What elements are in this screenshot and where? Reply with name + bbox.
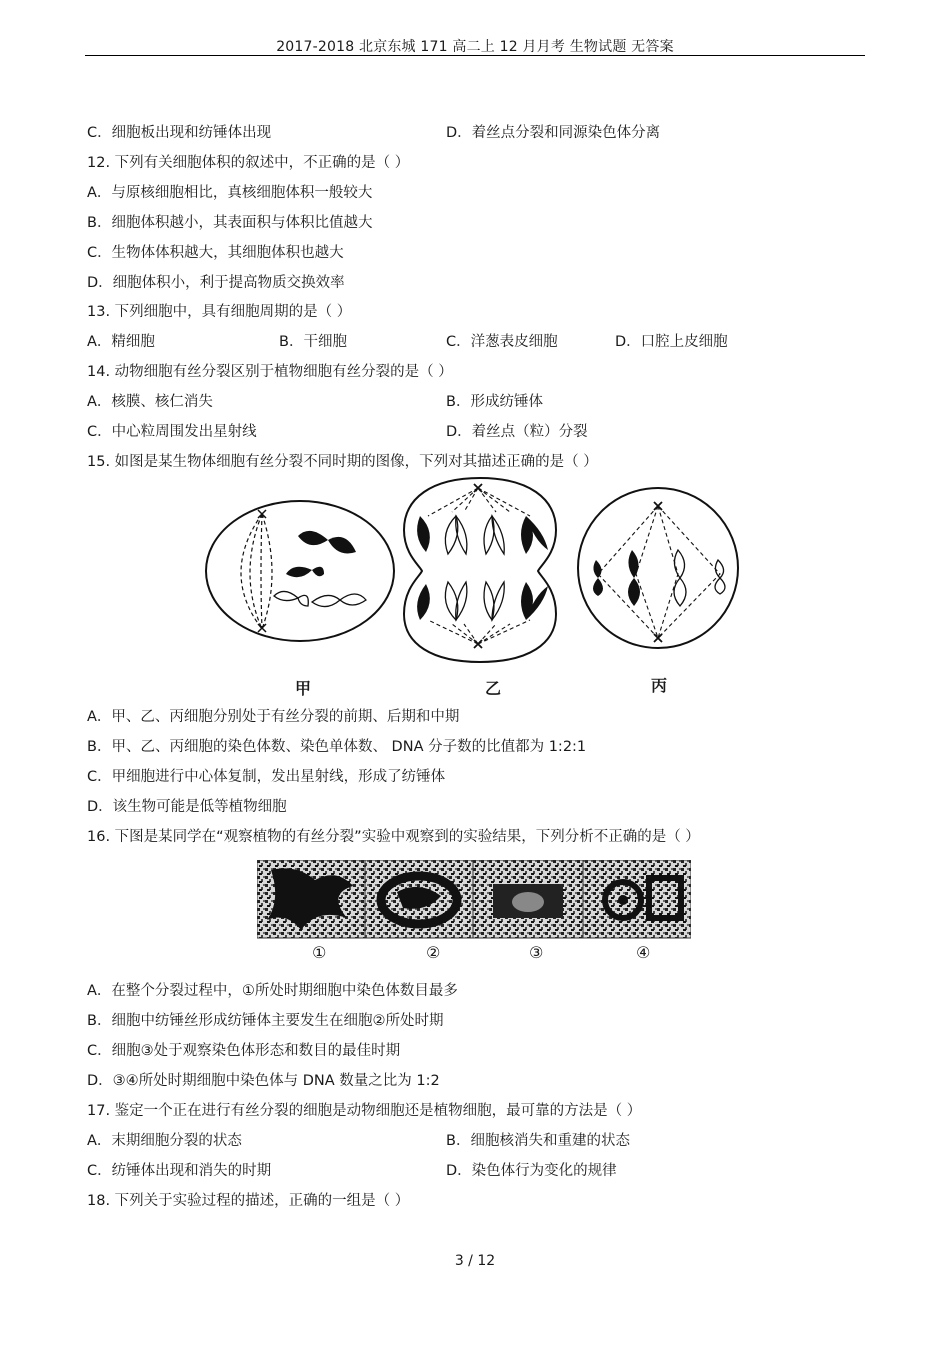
- q13-option-b: B．干细胞: [279, 334, 347, 350]
- photo-label-3: ③: [529, 943, 544, 962]
- photo-4: [583, 860, 691, 938]
- photo-1: [257, 860, 365, 938]
- q16-option-a: A．在整个分裂过程中，①所处时期细胞中染色体数目最多: [87, 983, 458, 999]
- cell-yi: [404, 478, 556, 662]
- q17-stem: 17. 鉴定一个正在进行有丝分裂的细胞是动物细胞还是植物细胞，最可靠的方法是（ ）: [87, 1103, 642, 1119]
- q11-option-c: C．细胞板出现和纺锤体出现: [87, 125, 272, 141]
- photo-3: [473, 860, 583, 938]
- q16-option-b: B．细胞中纺锤丝形成纺锤体主要发生在细胞②所处时期: [87, 1013, 444, 1029]
- q14-option-b: B．形成纺锤体: [446, 394, 543, 410]
- q12-option-b: B．细胞体积越小，其表面积与体积比值越大: [87, 215, 373, 231]
- photo-label-1: ①: [312, 943, 327, 962]
- q17-option-d: D．染色体行为变化的规律: [446, 1163, 617, 1179]
- q12-option-c: C．生物体体积越大，其细胞体积也越大: [87, 245, 344, 261]
- photo-2: [365, 860, 473, 938]
- q15-option-a: A．甲、乙、丙细胞分别处于有丝分裂的前期、后期和中期: [87, 709, 460, 725]
- q13-stem: 13. 下列细胞中，具有细胞周期的是（ ）: [87, 304, 352, 320]
- q14-option-c: C．中心粒周围发出星射线: [87, 424, 257, 440]
- q14-option-a: A．核膜、核仁消失: [87, 394, 213, 410]
- photo-label-2: ②: [426, 943, 441, 962]
- q15-option-b: B．甲、乙、丙细胞的染色体数、染色单体数、 DNA 分子数的比值都为 1:2:1: [87, 739, 587, 755]
- figure-label-jia: 甲: [295, 679, 312, 698]
- q15-stem: 15. 如图是某生物体细胞有丝分裂不同时期的图像，下列对其描述正确的是（ ）: [87, 454, 598, 470]
- q12-stem: 12. 下列有关细胞体积的叙述中，不正确的是（ ）: [87, 155, 410, 171]
- q12-option-a: A．与原核细胞相比，真核细胞体积一般较大: [87, 185, 373, 201]
- figure-label-bing: 丙: [651, 676, 668, 695]
- q14-stem: 14. 动物细胞有丝分裂区别于植物细胞有丝分裂的是（ ）: [87, 364, 453, 380]
- q16-stem: 16. 下图是某同学在“观察植物的有丝分裂”实验中观察到的实验结果，下列分析不正确的是（ ）: [87, 829, 700, 845]
- q13-option-c: C．洋葱表皮细胞: [446, 334, 558, 350]
- page-number: 3 / 12: [454, 1253, 496, 1269]
- cell-bing: [578, 488, 738, 648]
- q15-option-d: D．该生物可能是低等植物细胞: [87, 799, 287, 815]
- header-rule: [85, 55, 865, 56]
- q12-option-d: D．细胞体积小，利于提高物质交换效率: [87, 275, 345, 291]
- q17-option-b: B．细胞核消失和重建的状态: [446, 1133, 630, 1149]
- q15-option-c: C．甲细胞进行中心体复制，发出星射线，形成了纺锤体: [87, 769, 446, 785]
- q14-option-d: D．着丝点（粒）分裂: [446, 424, 588, 440]
- header-title: 2017-2018 北京东城 171 高二上 12 月月考 生物试题 无答案: [276, 39, 674, 55]
- figure-label-yi: 乙: [485, 679, 502, 698]
- q17-option-a: A．末期细胞分裂的状态: [87, 1133, 242, 1149]
- q13-option-a: A．精细胞: [87, 334, 155, 350]
- photo-label-4: ④: [636, 943, 651, 962]
- q13-option-d: D．口腔上皮细胞: [615, 334, 728, 350]
- q18-stem: 18. 下列关于实验过程的描述，正确的一组是（ ）: [87, 1193, 410, 1209]
- microscope-photos: [257, 860, 691, 940]
- q17-option-c: C．纺锤体出现和消失的时期: [87, 1163, 272, 1179]
- q16-option-c: C．细胞③处于观察染色体形态和数目的最佳时期: [87, 1043, 401, 1059]
- q16-option-d: D．③④所处时期细胞中染色体与 DNA 数量之比为 1:2: [87, 1073, 440, 1089]
- mitosis-figure: [200, 474, 750, 704]
- cell-jia: [206, 501, 394, 641]
- q11-option-d: D．着丝点分裂和同源染色体分离: [446, 125, 661, 141]
